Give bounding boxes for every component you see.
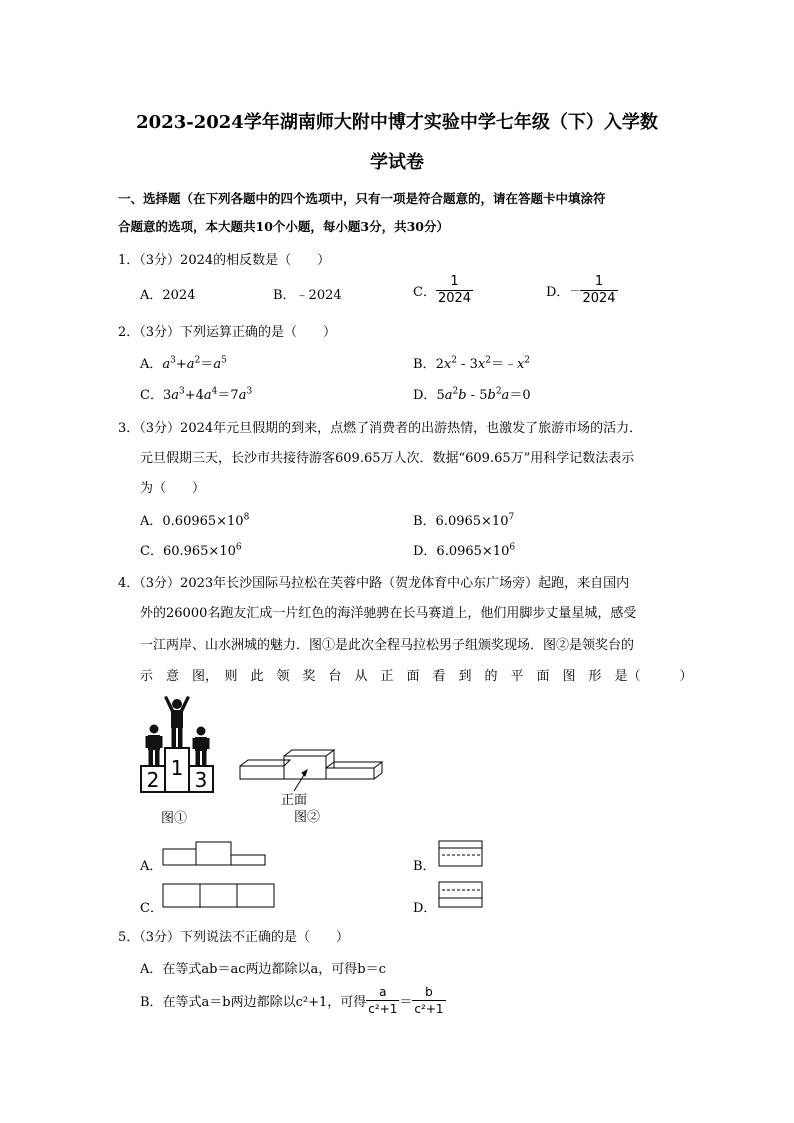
q5-fraction-a bbox=[366, 984, 399, 1017]
q1-option-d-label: D． bbox=[546, 285, 570, 300]
q4-option-c-figure bbox=[162, 883, 276, 909]
q3-option-a: A．$0.60965\times 10^8$ bbox=[140, 512, 250, 529]
section-header-line2: 合题意的选项，本大题共10个小题，每小题3分，共30分） bbox=[118, 219, 449, 234]
arrow-head-icon bbox=[302, 770, 307, 776]
section-header: 一、选择题（在下列各题中的四个选项中，只有一项是符合题意的，请在答题卡中填涂符 bbox=[118, 191, 606, 206]
right-block-front bbox=[326, 768, 374, 779]
q1-option-b: B．﹣2024 bbox=[273, 288, 342, 303]
q2-stem: 2．（3分）下列运算正确的是（ ） bbox=[118, 325, 337, 340]
q2-option-c: C．$3a^3+4a^4=7a^3$ bbox=[140, 386, 253, 403]
podium-number-2: 2 bbox=[146, 768, 160, 792]
frac-denominator: c²+1 bbox=[368, 1002, 398, 1016]
page-title-line2: 学试卷 bbox=[370, 152, 424, 173]
q3-option-d: D．$6.0965\times 10^6$ bbox=[413, 542, 516, 559]
front-view-label: 正面 bbox=[281, 793, 308, 808]
option-a-center-rect bbox=[196, 842, 231, 865]
right-block-edge bbox=[374, 773, 382, 779]
q5-fraction-b bbox=[412, 984, 445, 1017]
figure-1-label: 图① bbox=[161, 811, 188, 826]
option-c-center-rect bbox=[200, 884, 237, 907]
q1-option-d bbox=[546, 274, 618, 307]
q5-option-b-text: B．在等式a＝b两边都除以c²+1，可得 bbox=[140, 995, 367, 1010]
option-b-outer-rect bbox=[439, 841, 482, 866]
q2-option-a: A．$a^3+a^2=a^5$ bbox=[140, 355, 227, 372]
q1-stem: 1．（3分）2024的相反数是（ ） bbox=[118, 253, 331, 268]
frac-numerator: a bbox=[366, 984, 399, 1001]
q3-option-c: C．$60.965\times 10^6$ bbox=[140, 542, 242, 559]
left-block-top bbox=[240, 760, 290, 766]
podium-number-3: 3 bbox=[194, 768, 208, 792]
page-title: 2023-2024学年湖南师大附中博才实验中学七年级（下）入学数 bbox=[136, 112, 658, 133]
q4-option-d-label: D． bbox=[413, 901, 437, 916]
q4-option-b-label: B． bbox=[413, 859, 436, 874]
q2-option-b: B．$2x^2$ - $3x^2=﹣x^2$ bbox=[413, 355, 531, 372]
q1-d-fraction bbox=[580, 274, 617, 307]
option-d-outer-rect bbox=[439, 882, 482, 907]
q2-option-d: D．$5a^2b - 5b^2a=0$ bbox=[413, 386, 531, 403]
q1-c-fraction bbox=[436, 274, 473, 307]
q1-option-c-label: C． bbox=[413, 285, 436, 300]
q4-option-a-label: A． bbox=[140, 859, 163, 874]
q4-option-c-label: C． bbox=[140, 901, 163, 916]
option-c-left-rect bbox=[163, 884, 200, 907]
left-block-front bbox=[240, 766, 284, 779]
q4-line4: 示 意 图， 则 此 领 奖 台 从 正 面 看 到 的 平 面 图 形 是（ ） bbox=[140, 669, 693, 684]
second-place-person-icon bbox=[146, 725, 163, 767]
third-place-person-icon bbox=[193, 727, 210, 767]
q4-option-a-figure bbox=[162, 841, 268, 867]
q5-option-b: B．在等式a＝b两边都除以c²+1，可得 $\frac{a}{\text{c²+1}}$ ＝ $\frac{b}{\text{c²+1}}$ bbox=[140, 985, 444, 1016]
frac-numerator: b bbox=[412, 984, 445, 1001]
frac-denominator: c²+1 bbox=[414, 1002, 444, 1016]
frac-denominator: 2024 bbox=[582, 291, 616, 306]
podium-number-1: 1 bbox=[170, 756, 184, 780]
q4-option-b-figure bbox=[438, 840, 484, 868]
q1-option-a: A．2024 bbox=[140, 288, 196, 303]
q5-option-a: A．在等式ab＝ac两边都除以a，可得b＝c bbox=[140, 962, 386, 977]
option-c-right-rect bbox=[237, 884, 274, 907]
option-a-left-rect bbox=[163, 849, 196, 865]
frac-numerator: 1 bbox=[580, 274, 617, 291]
minus-sign: － bbox=[569, 284, 581, 298]
figure-2-label: 图② bbox=[294, 810, 321, 825]
q3-line1: 3．（3分）2024年元旦假期的到来，点燃了消费者的出游热情，也激发了旅游市场的活力． bbox=[118, 421, 643, 436]
q3-line3: 为（ ） bbox=[140, 481, 206, 496]
option-a-right-rect bbox=[231, 855, 265, 865]
q5-stem: 5．（3分）下列说法不正确的是（ ） bbox=[118, 930, 350, 945]
q3-line2: 元旦假期三天，长沙市共接待游客609.65万人次．数据“609.65万”用科学记数法表示 bbox=[140, 451, 635, 466]
q4-line1: 4．（3分）2023年长沙国际马拉松在芙蓉中路（贺龙体育中心东广场旁）起跑，来自国内 bbox=[118, 576, 630, 591]
figure-1-podium-photo bbox=[138, 695, 216, 795]
q4-line3: 一江两岸、山水洲城的魅力．图①是此次全程马拉松男子组颁奖现场．图②是领奖台的 bbox=[140, 638, 635, 653]
figure-2-podium-diagram bbox=[234, 744, 384, 810]
winner-person-icon bbox=[164, 696, 190, 747]
frac-denominator: 2024 bbox=[437, 291, 472, 306]
q1-option-c bbox=[413, 274, 473, 307]
q4-line2: 外的26000名跑友汇成一片红色的海洋驰骋在长马赛道上，他们用脚步丈量星城，感受 bbox=[140, 606, 637, 621]
q3-option-b: B．$6.0965\times 10^7$ bbox=[413, 512, 515, 529]
center-block-top bbox=[284, 750, 334, 756]
frac-numerator: 1 bbox=[436, 274, 473, 291]
q4-option-d-figure bbox=[438, 881, 484, 909]
